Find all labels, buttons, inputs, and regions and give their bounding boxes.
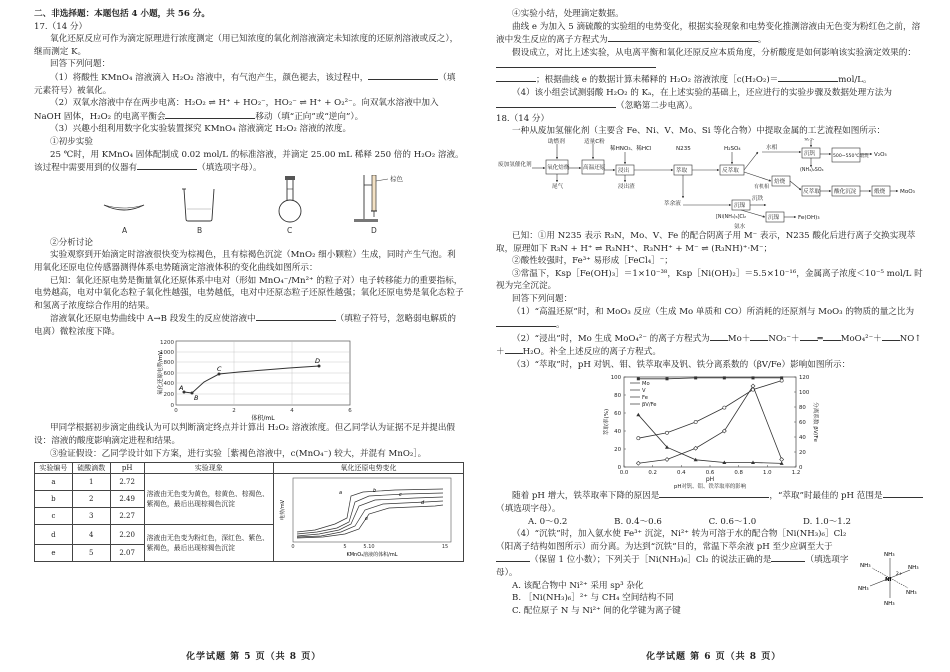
flow-label: H₂SO₄ <box>724 145 741 152</box>
svg-text:2: 2 <box>232 408 236 415</box>
q18-4-option-c[interactable]: C. 配位原子 N 与 Ni²⁺ 间的化学键为离子键 <box>512 605 681 616</box>
process-flowchart <box>496 138 926 230</box>
q17-s3-2-p1: 实验观察到开始滴定时溶液很快变为棕褐色，且有棕褐色沉淀（MnO₂ 细小颗粒）生成，同时产生气泡。利用氧化还原电位传感器测得体系电势随滴定溶液体积的变化曲线如图所示： <box>34 250 456 273</box>
chart-caption: pH对钒、钼、铁萃取率的影响 <box>673 484 747 490</box>
flow-node: [Ni(NH₃)₆]Cl₂ <box>716 214 747 220</box>
q17-head: 17.（14 分） <box>34 21 88 32</box>
data-point <box>637 378 640 381</box>
page-footer-left: 化学试题 第 5 页（共 8 页） <box>186 652 322 662</box>
flow-label: 萃余液 <box>664 200 681 207</box>
data-point <box>694 447 698 451</box>
mini-tick: 5.10 <box>363 544 376 551</box>
complex-ion-structure <box>858 548 926 610</box>
answer-blank[interactable] <box>496 73 536 82</box>
data-point <box>666 378 669 381</box>
mini-tick: 15 <box>442 544 449 551</box>
x-axis-label: pH <box>705 476 715 484</box>
q18-known1: 已知：①用 N235 表示 R₃N，Mo、V、Fe 的配合阴离子用 M⁻ 表示，N235 酸化后进行离子交换实现萃取，原理如下 R₃N + H⁺ ⇌ R₃NH⁺、R₃NH⁺ + M⁻ ⇌ (R₃NH)⁺·M⁻； <box>496 230 916 254</box>
flow-node: 酸化沉淀 <box>834 188 857 195</box>
data-point <box>665 432 668 435</box>
mini-tick: 5 <box>343 544 348 551</box>
extraction-chart <box>496 371 926 489</box>
table-cell: 1 <box>72 474 110 491</box>
table-cell: 2.20 <box>110 525 144 545</box>
data-point <box>780 379 783 382</box>
q17-4-p2: 假设成立，对比上述实验，从电离平衡和氧化还原反应本质角度，分析酸度是如何影响该实验滴定效果的： <box>496 47 926 73</box>
q17-s3-2-p2: 已知：氧化还原电势是衡量氧化还原体系中电对（形如 MnO₄⁻/Mn²⁺ 的粒子对）电子转移能力的重要指标，电势越高，电对中氧化态粒子氧化性越强，电势越低，电对中还原态粒子还原性越强；氧化还原电势是氧化态粒子和氢离子浓度综合作用的结果。 <box>34 275 464 311</box>
answer-blank[interactable] <box>659 489 769 498</box>
series-line-4 <box>638 386 781 463</box>
q17-s3: （3）兴趣小组利用数字化实验装置探究 KMnO₄ 溶液滴定 H₂O₂ 溶液的浓度。 <box>50 124 352 135</box>
flow-node: 沉镍 <box>734 202 746 209</box>
flow-label: 尾气 <box>552 183 564 190</box>
option-a[interactable]: A. 0～0.2 <box>528 516 568 527</box>
y-tick-label: 40 <box>614 429 621 436</box>
apparatus-label-c: C <box>287 225 293 235</box>
apparatus-label-d: D <box>371 225 377 235</box>
answer-blank[interactable] <box>496 59 656 68</box>
q17-s1: （1）将酸性 KMnO₄ 溶液滴入 H₂O₂ 溶液中，有气泡产生，颜色褪去，该过程中， （填元素符号）被氧化。 <box>34 72 456 96</box>
answer-blank[interactable] <box>256 312 336 321</box>
svg-text:D: D <box>315 357 321 366</box>
flow-node: 高温还原 <box>583 164 606 171</box>
q17-5: （4）该小组尝试测弱酸 H₂O₂ 的 Kₐ，在上述实验的基础上，还应进行的实验步骤及数据处理方法为（忽略第二步电离）。 <box>496 87 926 113</box>
flow-node: 萃取 <box>676 167 688 174</box>
series-line-1 <box>638 378 781 379</box>
table-header: 实验现象 <box>144 463 273 474</box>
data-point <box>694 421 697 424</box>
flow-node: 沉镍 <box>768 214 780 221</box>
table-cell: b <box>35 491 73 508</box>
svg-text:1200: 1200 <box>160 340 174 347</box>
extraction-chart-svg <box>496 371 926 489</box>
ion-ligand: NH₃ <box>884 601 895 608</box>
q17-after-chart: 甲同学根据初步滴定曲线认为可以判断滴定终点并计算出 H₂O₂ 溶液浓度。但乙同学认为证据不足并提出假设：溶液的酸度影响滴定进程和结果。 <box>34 423 456 447</box>
left-page <box>34 8 464 562</box>
flow-label: 氨水 <box>734 223 746 230</box>
ion-charge: 2+ <box>896 572 903 578</box>
y-tick-label: 20 <box>614 447 621 454</box>
table-phenomenon-2: 溶液由无色变为粉红色，深红色、紫色、紫褐色，最后出现棕褐色沉淀 <box>144 525 273 562</box>
apparatus-figure <box>34 175 464 237</box>
q17-s3-2-p3: 溶液氧化还原电势曲线中 A→B 段发生的反应使溶液中 （填粒子符号，忽略弱电解质的电离）微粒浓度下降。 <box>34 314 456 337</box>
q18-3-options <box>496 516 926 529</box>
data-point <box>665 458 669 462</box>
q18-3b: 随着 pH 增大，铁萃取率下降的原因是 ，“萃取”时最佳的 pH 范围是（填选项字母）。 <box>496 489 926 515</box>
q18-4-block <box>496 528 926 617</box>
data-point <box>694 377 697 380</box>
table-header: 氧化还原电势变化 <box>273 463 463 474</box>
svg-text:B: B <box>194 394 199 403</box>
answer-blank[interactable] <box>750 332 768 341</box>
table-cell: 2.72 <box>110 474 144 491</box>
flow-node: 沉钒 <box>804 150 816 157</box>
flow-node: 氧化焙烧 <box>547 164 570 171</box>
table-cell: 2.27 <box>110 508 144 525</box>
table-header: 实验编号 <box>35 463 73 474</box>
flow-node: 反萃取 <box>722 167 739 174</box>
x-tick-label: 0.6 <box>705 470 715 477</box>
answer-blank[interactable] <box>771 553 805 562</box>
flow-node: 煅烧 <box>874 188 886 195</box>
option-c[interactable]: C. 0.6～1.0 <box>708 516 757 527</box>
svg-text:c: c <box>399 492 403 499</box>
table-phenomenon-1: 溶液由无色变为黄色，棕黄色、棕褐色、紫褐色，最后出现棕褐色沉淀 <box>144 474 273 525</box>
ion-ligand: NH₃ <box>860 563 871 570</box>
q17-4-p3: ；根据曲线 e 的数据计算未稀释的 H₂O₂ 溶液浓度［c(H₂O₂)＝ mol/L。 <box>496 73 926 87</box>
svg-text:4: 4 <box>290 408 294 415</box>
section-title: 二、非选择题：本题包括 4 小题，共 56 分。 <box>34 9 211 19</box>
y2-tick-label: 20 <box>799 450 806 457</box>
flow-label: 助燃剂 <box>548 138 565 145</box>
svg-text:400: 400 <box>163 381 174 388</box>
mini-ylabel: 电势/mV <box>280 500 287 521</box>
answer-blank[interactable] <box>800 332 818 341</box>
table-header: 硫酸滴数 <box>72 463 110 474</box>
y-tick-label: 80 <box>614 393 621 400</box>
svg-text:0: 0 <box>170 403 174 410</box>
answer-blank[interactable] <box>137 161 197 170</box>
table-header: pH <box>110 463 144 474</box>
flow-node: V₂O₅ <box>874 151 887 158</box>
flow-label: (NH₄)₂SO₄ <box>800 167 824 173</box>
ion-ligand: NH₃ <box>884 552 895 559</box>
flow-node: Fe(OH)₃ <box>798 214 820 221</box>
svg-text:C: C <box>217 365 222 374</box>
x-tick-label: 0.0 <box>619 470 629 477</box>
svg-text:800: 800 <box>163 360 174 367</box>
flow-node: 500~550℃煅烧 <box>833 153 869 159</box>
flow-node: 焙烧 <box>774 178 786 185</box>
apparatus-label-b: B <box>197 225 203 235</box>
answer-blank[interactable] <box>883 489 923 498</box>
right-page <box>496 8 926 617</box>
flow-label: 有机相 <box>754 183 770 190</box>
x-tick-label: 0.2 <box>648 470 657 477</box>
ion-ligand: NH₃ <box>858 586 869 593</box>
ion-ligand: NH₃ <box>906 590 917 597</box>
svg-text:200: 200 <box>163 392 174 399</box>
answer-blank[interactable] <box>165 110 255 119</box>
y2-axis-label: 分离系数 βV/Fe <box>812 402 818 443</box>
svg-text:A: A <box>179 384 184 393</box>
data-point <box>723 406 726 409</box>
ion-center: Ni <box>885 577 892 584</box>
q18-1: （1）“高温还原”时，和 MoO₃ 反应（生成 Mo 单质和 CO）所消耗的还原剂与 MoO₃ 的物质的量之比为。 <box>496 306 926 332</box>
q18-head: 18.（14 分） <box>496 113 550 124</box>
flow-node: 浸出 <box>618 167 630 174</box>
q18-known2: ②酸性较强时，Fe³⁺ 易形成［FeCl₄］⁻； <box>512 256 673 267</box>
q17-s3-2: ②分析讨论 <box>50 237 93 248</box>
y-tick-label: 0 <box>617 465 621 472</box>
table-cell: 2 <box>72 491 110 508</box>
q17-4-p1: 曲线 e 为加入 5 滴硫酸的实验组的电势变化，根据实验现象和电势变化推测溶液由无色变为粉红色之前，溶液中发生反应的离子方程式为 。 <box>496 21 921 46</box>
flow-label: 稀HNO₃、稀HCl <box>610 145 652 152</box>
verification-table-wrap <box>34 462 464 562</box>
q17-intro: 氧化还原反应可作为滴定原理进行浓度测定（用已知浓度的氧化剂溶液滴定未知浓度的还原剂溶液或反之），继而测定 K。 <box>34 34 459 57</box>
y2-tick-label: 80 <box>799 405 806 412</box>
q18-known3: ③常温下，Ksp［Fe(OH)₃］＝1×10⁻³⁸，Ksp［Ni(OH)₂］＝5.5×10⁻¹⁶，金属离子浓度＜10⁻⁵ mol/L 时视为完全沉淀。 <box>496 268 923 292</box>
y2-tick-label: 60 <box>799 420 806 427</box>
svg-text:体积/mL: 体积/mL <box>251 415 275 423</box>
series-line-3 <box>638 415 781 464</box>
flow-node: MoO₃ <box>900 188 915 195</box>
mini-xlabel: KMnO₄溶液的体积/mL <box>346 552 399 559</box>
legend-label: Mo <box>642 381 650 388</box>
x-tick-label: 0.4 <box>677 470 686 477</box>
svg-text:6: 6 <box>348 408 352 415</box>
data-point <box>751 384 755 388</box>
q17-s3-1: ①初步实验 <box>50 136 93 147</box>
verification-table <box>34 462 464 562</box>
svg-text:e: e <box>365 516 369 523</box>
x-tick-label: 0.8 <box>734 470 743 477</box>
table-cell: 4 <box>72 525 110 545</box>
data-point <box>780 458 784 462</box>
answer-blank[interactable] <box>496 99 616 108</box>
svg-text:氧化还原电势/mV: 氧化还原电势/mV <box>158 351 164 396</box>
svg-text:0: 0 <box>174 408 178 415</box>
q18-4: （4）“沉铁”时，加入氨水使 Fe³⁺ 沉淀，Ni²⁺ 转为可溶于水的配合物［Ni(NH₃)₆］Cl₂（阳离子结构如图所示）而分离。为达到“沉铁”目的，常温下萃余液 pH 至少应调至大于（保留 1 位小数）；下列关于［Ni(NH₃)₆］Cl₂ 的说法正确的是 （填选项字母）。 <box>496 529 849 579</box>
answer-blank[interactable] <box>496 553 530 562</box>
table-cell: 5 <box>72 545 110 562</box>
q18-3: （3）“萃取”时，pH 对钒、钼、铁萃取率及钒、铁分离系数的（βV/Fe）影响如图所示： <box>512 359 851 370</box>
table-cell: 2.49 <box>110 491 144 508</box>
table-mini-chart <box>273 474 463 562</box>
svg-text:600: 600 <box>163 371 174 378</box>
y-axis-label: 萃取率(%) <box>604 409 610 436</box>
answer-blank[interactable] <box>710 332 728 341</box>
y2-tick-label: 100 <box>799 390 810 397</box>
apparatus-label-a: A <box>122 225 128 235</box>
table-cell: c <box>35 508 73 525</box>
flow-label: 浸出渣 <box>618 183 635 190</box>
legend-label: V <box>642 388 646 395</box>
flow-label: N235 <box>676 145 691 152</box>
answer-blank[interactable] <box>882 332 900 341</box>
x-tick-label: 1.2 <box>791 470 801 477</box>
data-point <box>636 462 640 466</box>
option-b[interactable]: B. 0.4～0.6 <box>614 516 662 527</box>
flow-label: 适量C粉 <box>584 138 605 145</box>
y2-tick-label: 120 <box>799 375 810 382</box>
q17-prompt: 回答下列问题： <box>50 59 111 70</box>
y-tick-label: 100 <box>610 375 621 382</box>
data-point <box>723 377 726 380</box>
data-point <box>636 413 640 417</box>
y2-tick-label: 0 <box>799 465 803 472</box>
q17-s2: （2）双氧水溶液中存在两步电离：H₂O₂ ⇌ H⁺ + HO₂⁻，HO₂⁻ ⇌ H⁺ + O₂²⁻。向双氧水溶液中加入 NaOH 固体，H₂O₂ 的电离平衡会 移动（填“正向”或“逆向”）。 <box>34 98 439 122</box>
option-d[interactable]: D. 1.0～1.2 <box>803 516 851 527</box>
y2-tick-label: 40 <box>799 435 806 442</box>
q18-4-option-b[interactable]: B. ［Ni(NH₃)₆］²⁺ 与 CH₄ 空间结构不同 <box>512 593 674 604</box>
svg-text:d: d <box>421 500 425 507</box>
svg-text:b: b <box>373 488 377 495</box>
q17-s3-3: ③验证假设：乙同学设计如下方案，进行实验［紫褐色溶液中，c(MnO₄⁻) 较大，并混有 MnO₂］。 <box>50 448 427 459</box>
flow-label: 水相 <box>766 144 778 151</box>
data-point <box>752 377 755 380</box>
flow-node: 废加氢催化剂 <box>498 161 532 168</box>
q18-4-option-a[interactable]: A. 该配合物中 Ni²⁺ 采用 sp³ 杂化 <box>512 580 644 591</box>
series-line-2 <box>638 381 781 439</box>
flow-label: 氨水 <box>804 137 815 142</box>
x-tick-label: 1.0 <box>763 470 772 477</box>
table-cell: 3 <box>72 508 110 525</box>
legend-label: βV/Fe <box>642 402 657 409</box>
flow-node: 沉铁 <box>752 195 764 202</box>
q18-prompt: 回答下列问题： <box>512 293 573 304</box>
answer-blank[interactable] <box>608 33 758 42</box>
table-cell: d <box>35 525 73 545</box>
table-cell: 2.07 <box>110 545 144 562</box>
svg-text:a: a <box>339 490 343 497</box>
data-point <box>722 429 726 433</box>
answer-blank[interactable] <box>496 318 556 327</box>
q17-4: ④实验小结，处理滴定数据。 <box>512 9 624 19</box>
table-cell: e <box>35 545 73 562</box>
y-tick-label: 60 <box>614 411 621 418</box>
answer-blank[interactable] <box>823 332 841 341</box>
ion-ligand: NH₃ <box>908 565 919 572</box>
answer-blank[interactable] <box>505 345 523 354</box>
q18-intro: 一种从废加氢催化剂（主要含 Fe、Ni、V、Mo、Si 等化合物）中提取金属的工艺流程如图所示： <box>512 126 886 137</box>
flow-node: 反萃取 <box>803 188 820 195</box>
mini-tick: 0 <box>291 544 296 551</box>
legend-label: Fe <box>642 395 648 402</box>
q17-s3-1-text: 25 ℃时，用 KMnO₄ 固体配制成 0.02 mol/L 的标准溶液，并滴定 25.00 mL 稀释 250 倍的 H₂O₂ 溶液。该过程中需要用到的仪器有 （填选项字母）。 <box>34 149 464 174</box>
page-footer-right: 化学试题 第 6 页（共 8 页） <box>646 652 782 662</box>
answer-blank[interactable] <box>368 71 438 80</box>
answer-blank[interactable] <box>778 73 838 82</box>
svg-text:1000: 1000 <box>160 350 174 357</box>
chart-frame <box>624 377 796 467</box>
data-point <box>637 437 640 440</box>
apparatus-note: 棕色 <box>390 174 403 183</box>
table-cell: a <box>35 474 73 491</box>
potential-curve-figure <box>34 338 464 422</box>
q18-2: （2）“浸出”时，Mo 生成 MoO₄²⁻ 的离子方程式为 Mo＋ NO₃⁻＋ ═ MoO₄²⁻＋ NO↑＋ H₂O。补全上述反应的离子方程式。 <box>496 333 922 358</box>
